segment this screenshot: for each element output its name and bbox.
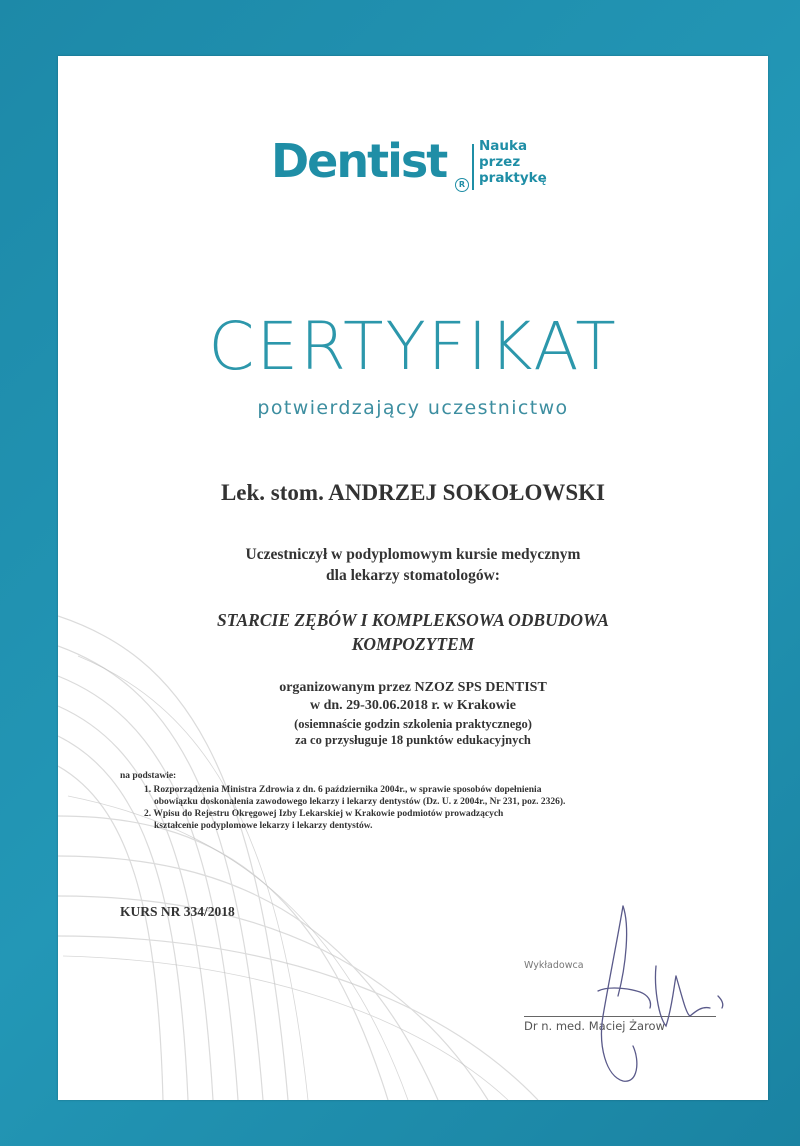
date-place-line: w dn. 29-30.06.2018 r. w Krakowie (310, 698, 516, 713)
points-line: za co przysługuje 18 punktów edukacyjnych (295, 733, 531, 747)
course-title: KOMPOZYTEM (351, 634, 475, 654)
hours-line: (osiemnaście godzin szkolenia praktycznego) (294, 717, 532, 731)
certificate-paper (58, 56, 768, 1100)
organizer-line: organizowanym przez NZOZ SPS DENTIST (279, 680, 547, 695)
recipient-name: Lek. stom. ANDRZEJ SOKOŁOWSKI (220, 480, 606, 505)
logo-divider (472, 144, 474, 190)
basis-item: 1. Rozporządzenia Ministra Zdrowia z dn. 6 października 2004r., w sprawie sposobów dopełnienia (144, 785, 542, 795)
participation-line: dla lekarzy stomatologów: (326, 567, 500, 584)
logo-tagline (479, 138, 569, 186)
certificate-title: CERTYFIKAT (208, 308, 618, 385)
basis-heading: na podstawie: (120, 771, 177, 781)
course-title: STARCIE ZĘBÓW I KOMPLEKSOWA ODBUDOWA (217, 610, 609, 630)
registered-mark-icon: R (455, 178, 469, 192)
basis-item: 2. Wpisu do Rejestru Okręgowej Izby Lekarskiej w Krakowie podmiotów prowadzących (144, 809, 504, 819)
logo-tagline-line: przez (479, 154, 521, 170)
basis-item: obowiązku doskonalenia zawodowego lekarzy i lekarzy dentystów (Dz. U. z 2004r., Nr 231, poz. 2326). (154, 797, 566, 807)
participation-line: Uczestniczył w podyplomowym kursie medycznym (245, 546, 581, 563)
course-number: KURS NR 334/2018 (120, 904, 235, 919)
basis-list (144, 784, 565, 832)
basis-item: kształcenie podyplomowe lekarzy i lekarzy dentystów. (154, 821, 373, 831)
lecturer-name: Dr n. med. Maciej Żarow (524, 1019, 665, 1033)
logo-tagline-line: praktykę (479, 170, 547, 186)
logo-tagline-line: Nauka (479, 138, 528, 154)
handwritten-signature (578, 896, 738, 1086)
lecturer-label: Wykładowca (524, 960, 584, 971)
certificate-subtitle: potwierdzający uczestnictwo (257, 397, 569, 419)
dentist-logo: Dentist (271, 134, 447, 188)
